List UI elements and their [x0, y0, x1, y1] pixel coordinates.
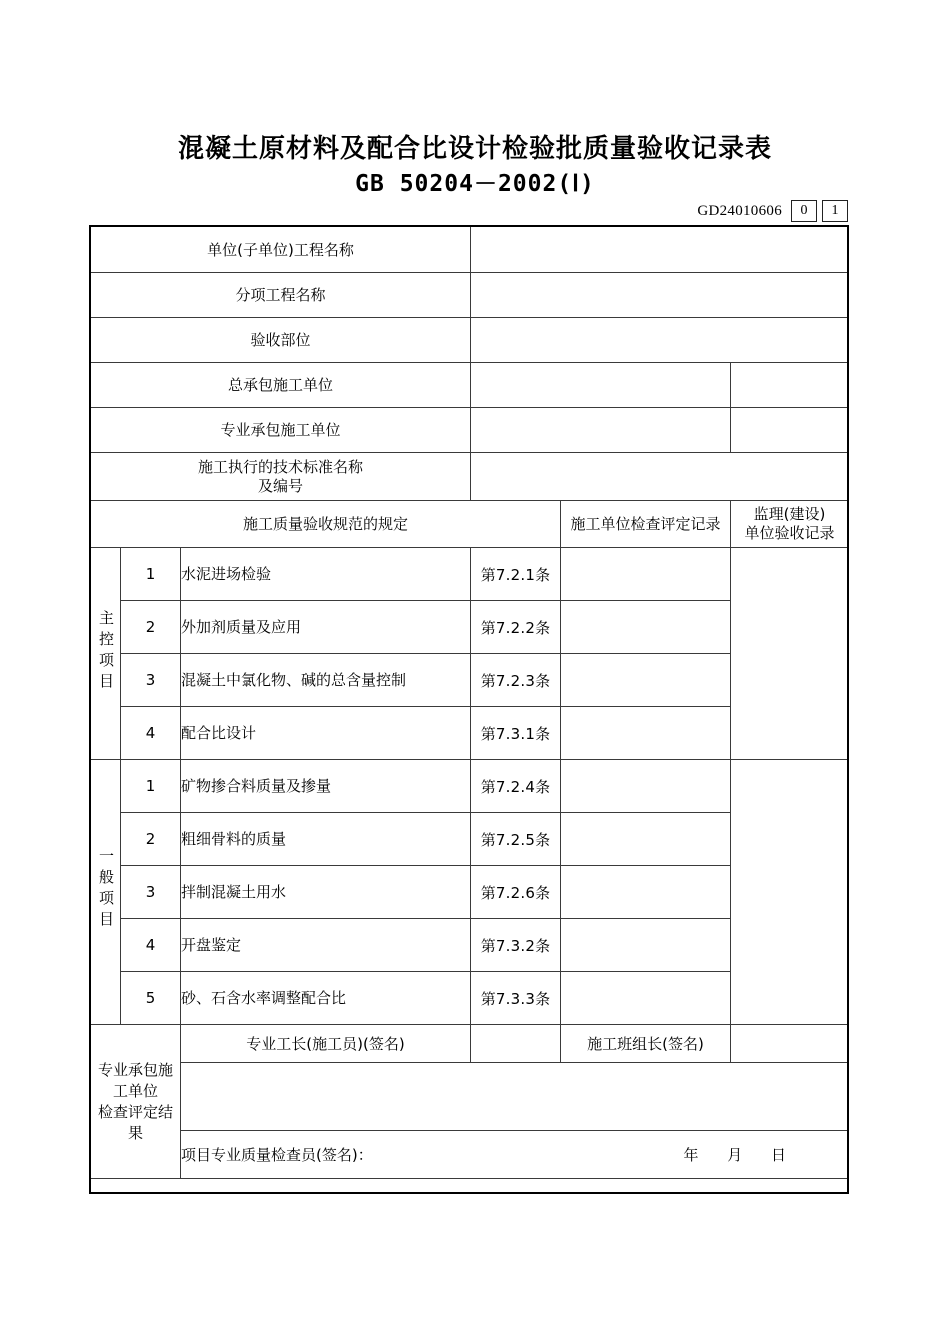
label-evaluation-result-line1: 专业承包施工单位: [97, 1060, 173, 1100]
input-construction-record[interactable]: [561, 972, 731, 1025]
evaluation-result-notes[interactable]: [181, 1063, 849, 1131]
standard-code: GB 50204－2002(Ⅰ): [355, 171, 595, 197]
input-supervisor-record-main-control[interactable]: [731, 548, 849, 760]
category-label-general: [91, 760, 121, 1025]
column-header-spec-provisions: 施工质量验收规范的规定: [91, 501, 561, 548]
item-name: 砂、石含水率调整配合比: [181, 972, 471, 1025]
item-name: 外加剂质量及应用: [181, 601, 471, 654]
row-number: 3: [121, 866, 181, 919]
form-code-box-2[interactable]: 1: [822, 200, 848, 222]
column-header-supervisor-record: [731, 501, 849, 548]
item-clause: 第7.2.4条: [471, 760, 561, 813]
item-name: 水泥进场检验: [181, 548, 471, 601]
label-technical-standard: [91, 453, 471, 501]
category-label-main-control-text: 主控项目: [97, 609, 115, 694]
input-unit-project-name[interactable]: [471, 227, 849, 273]
form-code-row: [0, 200, 848, 222]
label-general-contractor: 总承包施工单位: [91, 363, 471, 408]
label-subitem-project-name: 分项工程名称: [91, 273, 471, 318]
input-technical-standard[interactable]: [471, 453, 849, 501]
item-name: 配合比设计: [181, 707, 471, 760]
label-acceptance-position: 验收部位: [91, 318, 471, 363]
label-inspector: [181, 1131, 849, 1179]
table-row: [91, 318, 849, 363]
input-construction-record[interactable]: [561, 866, 731, 919]
table-header-row: [91, 501, 849, 548]
page-title: 混凝土原材料及配合比设计检验批质量验收记录表: [177, 134, 772, 164]
label-evaluation-result: [91, 1025, 181, 1179]
row-number: 5: [121, 972, 181, 1025]
label-evaluation-result-line2: 检查评定结果: [97, 1102, 173, 1142]
item-clause: 第7.3.3条: [471, 972, 561, 1025]
label-specialty-contractor: 专业承包施工单位: [91, 408, 471, 453]
inspection-form-table: [90, 226, 849, 1179]
table-row-general-1: [91, 760, 849, 813]
input-specialty-contractor[interactable]: [471, 408, 731, 453]
input-supervisor-record-general[interactable]: [731, 760, 849, 1025]
row-number: 4: [121, 919, 181, 972]
row-number: 2: [121, 813, 181, 866]
input-foreman-signature[interactable]: [471, 1025, 561, 1063]
row-number: 1: [121, 548, 181, 601]
table-row-main-control-1: [91, 548, 849, 601]
footer-blank-row: [91, 1063, 849, 1131]
item-name: 混凝土中氯化物、碱的总含量控制: [181, 654, 471, 707]
footer-signature-row: [91, 1025, 849, 1063]
input-construction-record[interactable]: [561, 654, 731, 707]
input-project-manager-2[interactable]: [731, 408, 849, 453]
item-clause: 第7.2.6条: [471, 866, 561, 919]
table-row: [91, 273, 849, 318]
table-row: [91, 227, 849, 273]
input-construction-record[interactable]: [561, 707, 731, 760]
input-construction-record[interactable]: [561, 601, 731, 654]
table-row: [91, 453, 849, 501]
item-clause: 第7.3.1条: [471, 707, 561, 760]
input-construction-record[interactable]: [561, 813, 731, 866]
title-block: [0, 132, 950, 200]
item-clause: 第7.2.2条: [471, 601, 561, 654]
column-header-construction-record: 施工单位检查评定记录: [561, 501, 731, 548]
label-unit-project-name: 单位(子单位)工程名称: [91, 227, 471, 273]
label-foreman: 专业工长(施工员)(签名): [181, 1025, 471, 1063]
row-number: 3: [121, 654, 181, 707]
item-name: 开盘鉴定: [181, 919, 471, 972]
item-name: 矿物掺合料质量及掺量: [181, 760, 471, 813]
label-inspector-text: 项目专业质量检查员(签名)：: [181, 1146, 373, 1164]
column-header-supervisor-line1: 监理(建设): [753, 505, 826, 523]
form-code-text: GD24010606: [697, 202, 782, 219]
item-clause: 第7.2.3条: [471, 654, 561, 707]
label-date: 年 月 日: [683, 1146, 799, 1164]
row-number: 2: [121, 601, 181, 654]
row-number: 1: [121, 760, 181, 813]
column-header-supervisor-line2: 单位验收记录: [744, 524, 835, 542]
item-clause: 第7.2.1条: [471, 548, 561, 601]
row-number: 4: [121, 707, 181, 760]
label-technical-standard-line1: 施工执行的技术标准名称: [198, 457, 364, 476]
input-construction-record[interactable]: [561, 760, 731, 813]
label-technical-standard-line2: 及编号: [258, 476, 304, 495]
input-subitem-project-name[interactable]: [471, 273, 849, 318]
category-label-main-control: [91, 548, 121, 760]
label-team-leader: 施工班组长(签名): [561, 1025, 731, 1063]
input-project-manager-1[interactable]: [731, 363, 849, 408]
input-acceptance-position[interactable]: [471, 318, 849, 363]
footer-inspector-row: [91, 1131, 849, 1179]
item-name: 粗细骨料的质量: [181, 813, 471, 866]
category-label-general-text: 一般项目: [97, 848, 115, 932]
input-construction-record[interactable]: [561, 919, 731, 972]
input-general-contractor[interactable]: [471, 363, 731, 408]
item-name: 拌制混凝土用水: [181, 866, 471, 919]
input-team-leader-signature[interactable]: [731, 1025, 849, 1063]
item-clause: 第7.3.2条: [471, 919, 561, 972]
input-construction-record[interactable]: [561, 548, 731, 601]
item-clause: 第7.2.5条: [471, 813, 561, 866]
form-code-box-1[interactable]: 0: [791, 200, 817, 222]
table-row: [91, 363, 849, 408]
table-row: [91, 408, 849, 453]
